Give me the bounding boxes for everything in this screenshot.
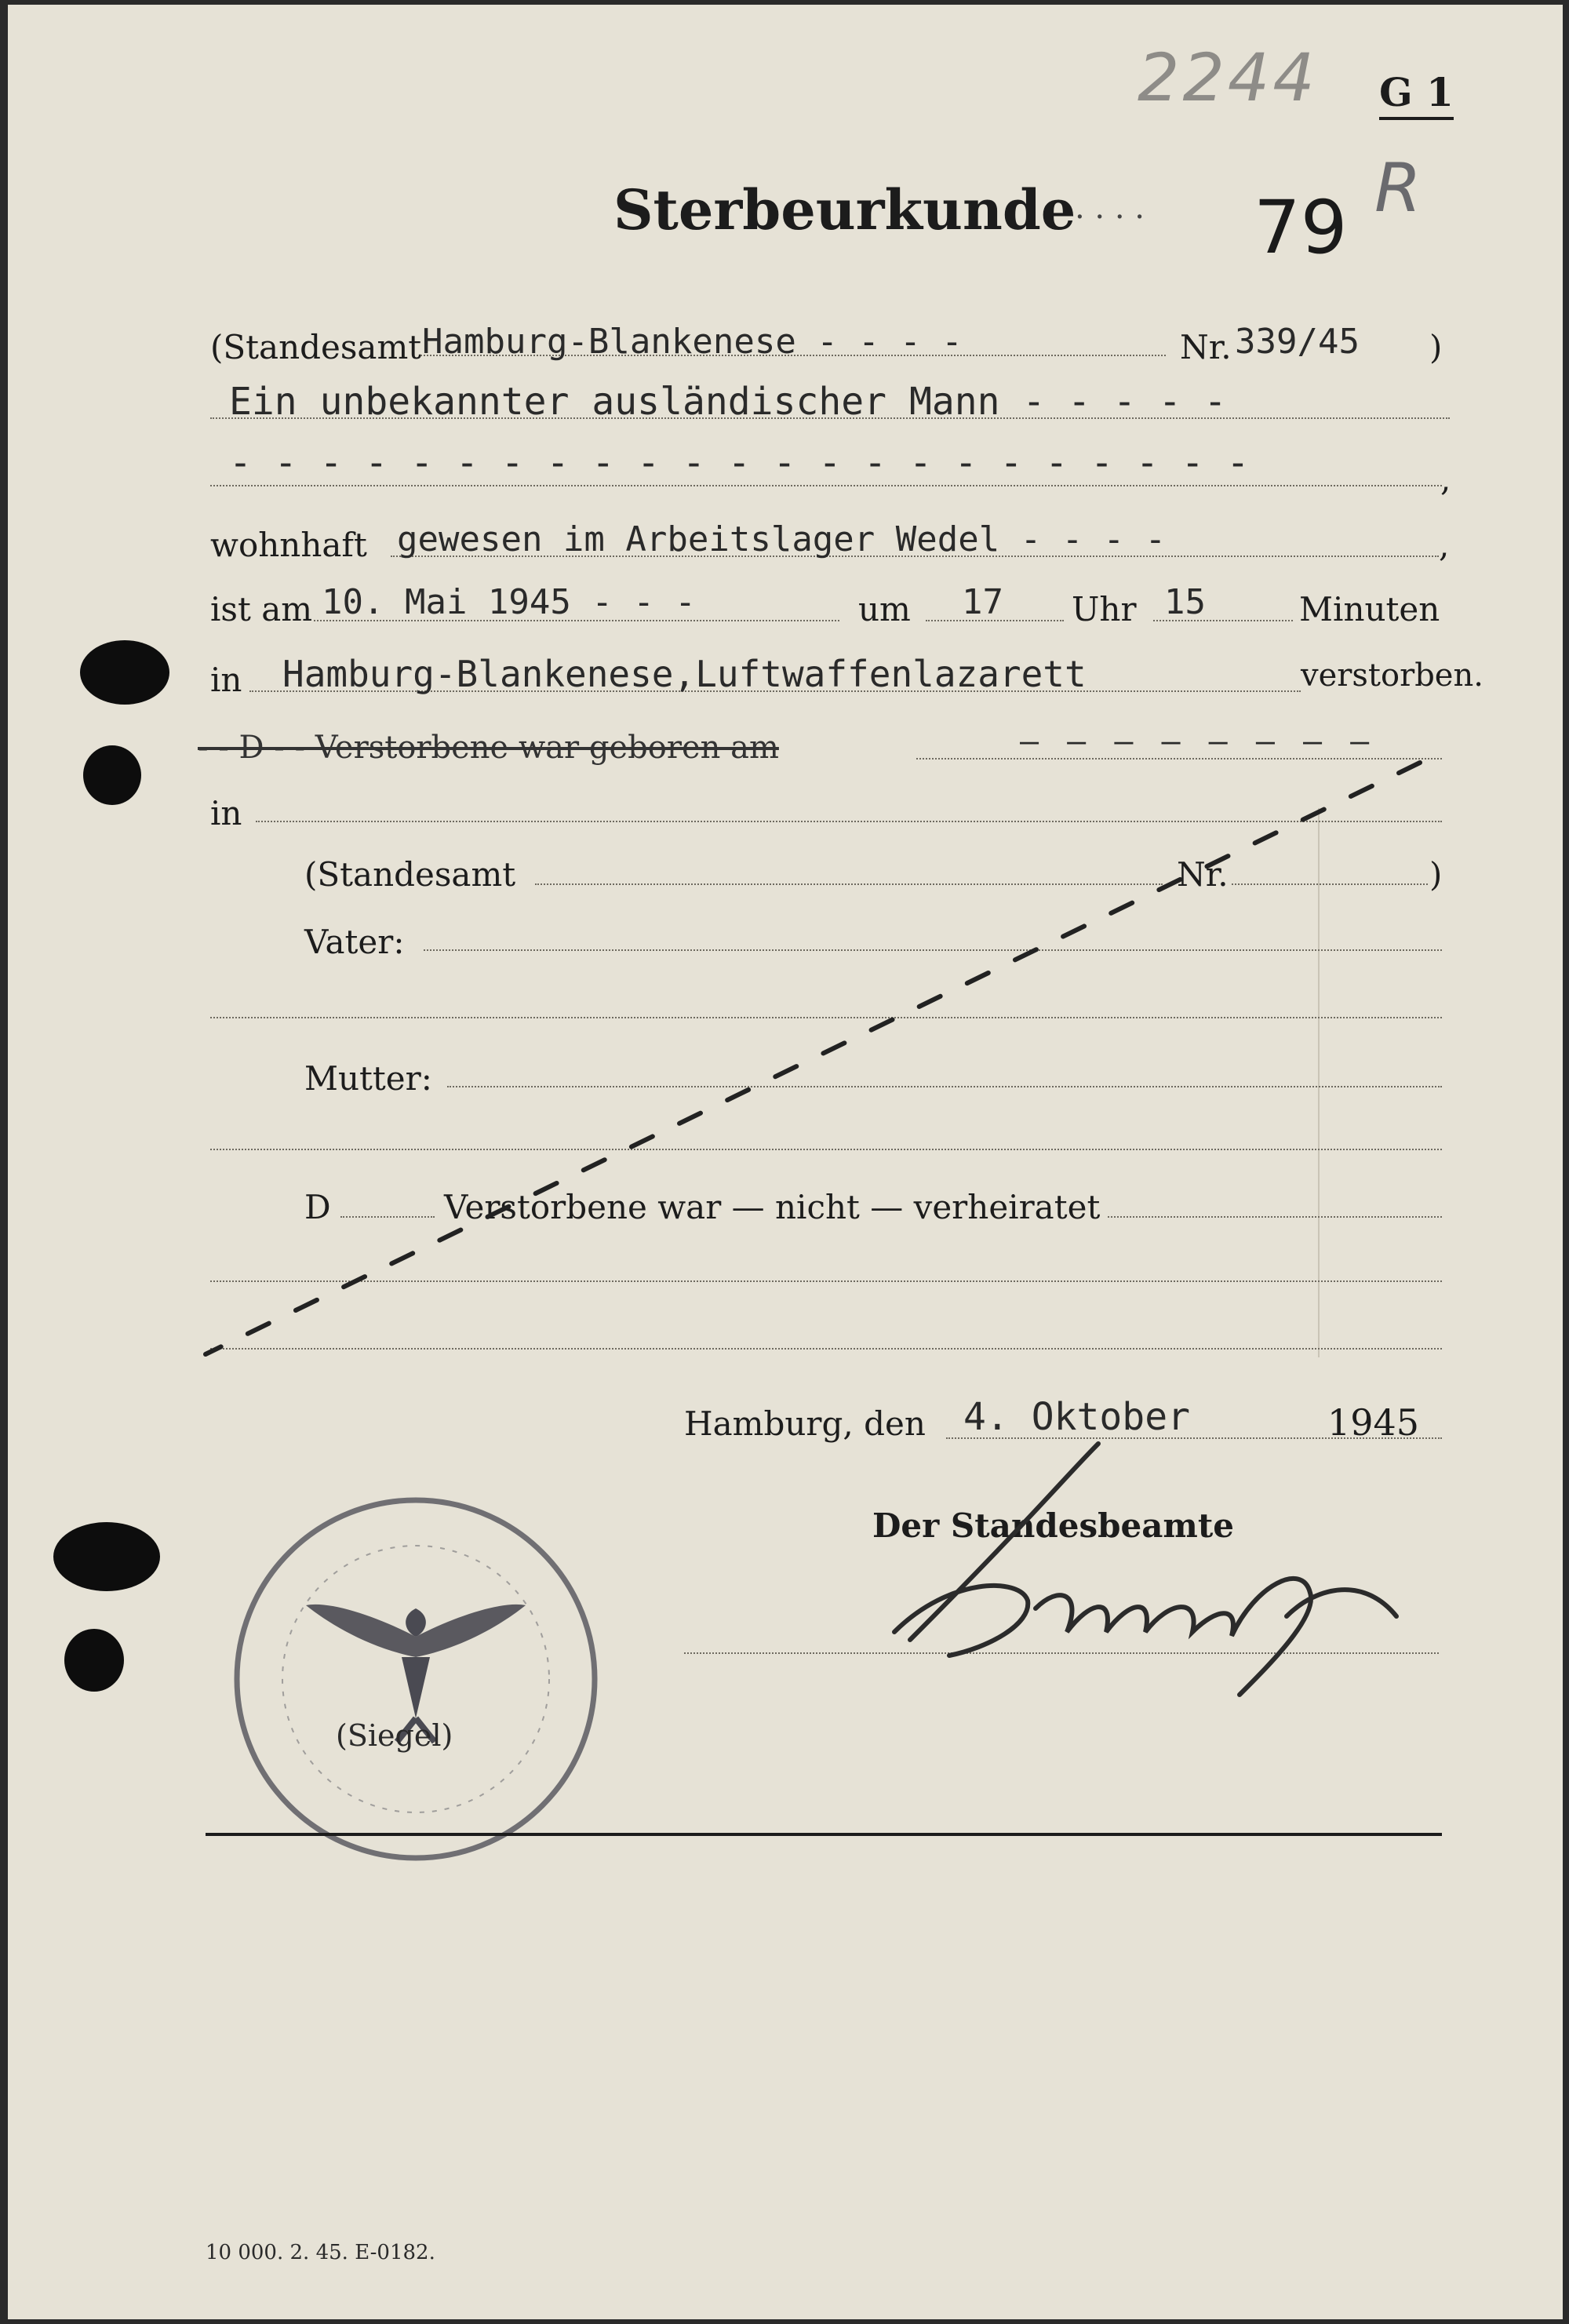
form-code: G 1 bbox=[1379, 69, 1454, 120]
issue-year: 1945 bbox=[1327, 1401, 1420, 1444]
registry-close: ) bbox=[1429, 328, 1443, 366]
birth-line: - - D - - Verstorbene war geboren am bbox=[198, 730, 779, 766]
death-place: Hamburg-Blankenese,Luftwaffenlazarett bbox=[282, 653, 1087, 695]
official-title: Der Standesbeamte bbox=[872, 1506, 1234, 1545]
birth-nr-label: Nr. bbox=[1177, 855, 1229, 894]
um-label: um bbox=[858, 590, 911, 628]
seal-label: (Siegel) bbox=[336, 1718, 453, 1753]
residence-label: wohnhaft bbox=[210, 526, 367, 564]
death-place-in-label: in bbox=[210, 661, 242, 699]
residence-comma: , bbox=[1439, 526, 1450, 564]
marital-status-text: Verstorbene war — nicht — verheiratet bbox=[444, 1188, 1101, 1226]
document-title: Sterbeurkunde bbox=[613, 177, 1076, 242]
registry-office: Hamburg-Blankenese - - - - bbox=[422, 322, 963, 362]
birth-filler: — — — — — — — — bbox=[1020, 723, 1374, 759]
name-filler-line: - - - - - - - - - - - - - - - - - - - - - - - bbox=[229, 441, 1250, 485]
birth-standesamt-label: (Standesamt bbox=[304, 855, 516, 894]
verstorben-label: verstorben. bbox=[1301, 657, 1483, 694]
deceased-name: Ein unbekannter ausländischer Mann - - - - - bbox=[229, 380, 1227, 424]
birth-place-in-label: in bbox=[210, 794, 242, 832]
minuten-label: Minuten bbox=[1299, 590, 1440, 628]
marital-d-label: D bbox=[304, 1188, 331, 1226]
vater-label: Vater: bbox=[304, 923, 405, 961]
archive-number: 2244 bbox=[1138, 39, 1318, 116]
registry-number: 339/45 bbox=[1235, 322, 1360, 362]
footer-rule bbox=[206, 1833, 1442, 1836]
print-code: 10 000. 2. 45. E-0182. bbox=[206, 2241, 435, 2264]
standesamt-label: (Standesamt bbox=[210, 328, 422, 366]
official-signature bbox=[832, 1428, 1428, 1710]
death-date: 10. Mai 1945 - - - bbox=[322, 582, 696, 622]
residence-value: gewesen im Arbeitslager Wedel - - - - bbox=[397, 519, 1167, 559]
death-minute: 15 bbox=[1164, 582, 1206, 622]
issue-date: 4. Oktober bbox=[963, 1395, 1190, 1439]
death-hour: 17 bbox=[962, 582, 1003, 622]
uhr-label: Uhr bbox=[1072, 590, 1137, 628]
official-seal bbox=[220, 1483, 612, 1875]
birth-close: ) bbox=[1429, 855, 1443, 894]
certificate-number: 79 bbox=[1254, 185, 1348, 271]
registry-nr-label: Nr. bbox=[1180, 328, 1232, 366]
mutter-label: Mutter: bbox=[304, 1059, 432, 1098]
cert-number-dots: . . . . bbox=[1075, 190, 1145, 226]
name-comma: , bbox=[1440, 460, 1451, 498]
death-date-prefix: ist am bbox=[210, 590, 313, 628]
corner-mark: R bbox=[1374, 149, 1422, 228]
issue-place-prefix: Hamburg, den bbox=[684, 1404, 926, 1443]
